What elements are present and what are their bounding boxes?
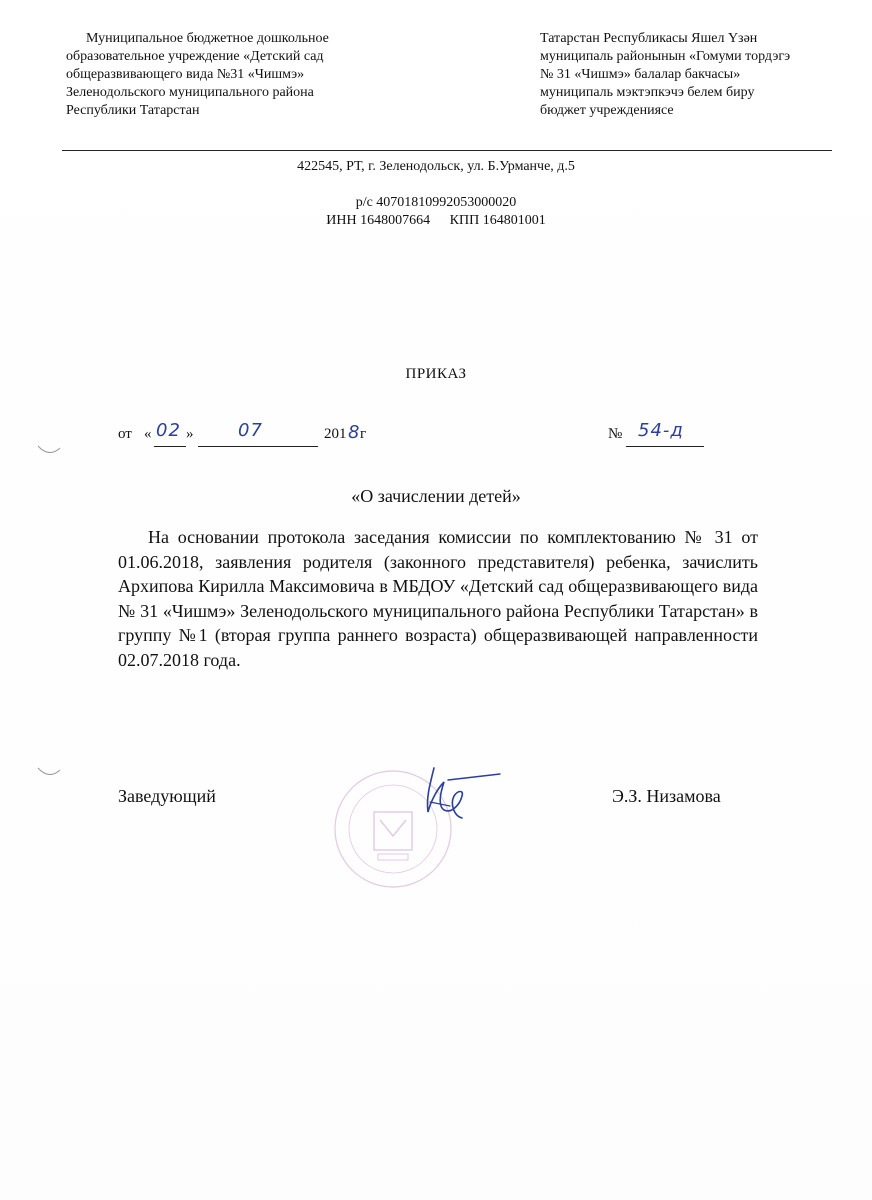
- header-right-organization: [540, 30, 840, 120]
- quote-close: »: [186, 426, 194, 442]
- tax-ids: [0, 212, 872, 230]
- bank-account: р/с 40701810992053000020: [355, 195, 517, 210]
- header-right-line: муниципаль районынын «Гомуми тордэгэ: [540, 49, 791, 64]
- year-prefix: 201: [324, 426, 347, 442]
- header-left-line: Республики Татарстан: [66, 103, 200, 118]
- header-left-organization: [66, 30, 396, 120]
- signatory-role: Заведующий: [118, 786, 216, 806]
- header-right-line: № 31 «Чишмэ» балалар бакчасы»: [540, 67, 741, 82]
- punch-hole-mark: [36, 444, 62, 458]
- header-left-line: образовательное учреждение «Детский сад: [66, 49, 324, 64]
- order-date-row: [118, 420, 738, 448]
- header-left-line: Муниципальное бюджетное дошкольное: [86, 31, 329, 46]
- header-right-line: бюджет учреждениясе: [540, 103, 674, 118]
- organization-address: 422545, РТ, г. Зеленодольск, ул. Б.Урманче, д.5: [297, 159, 575, 174]
- month-field: [198, 420, 318, 447]
- inn-number: ИНН 1648007664: [326, 213, 431, 228]
- number-field: [626, 420, 704, 447]
- order-body: На основании протокола заседания комиссии по комплектованию № 31 от 01.06.2018, заявления родителя (законного представителя) ребенка, зачислить Архипова Кирилла Максимовича в МБДОУ «Детский сад общеразвивающего вида № 31 «Чишмэ» Зеленодольского муниципального района Республики Татарстан» в группу №1 (вторая группа раннего возраста) общеразвивающей направленности 02.07.2018 года.: [118, 527, 758, 670]
- handwritten-day: 02: [156, 420, 181, 441]
- date-prefix: от: [118, 426, 132, 442]
- year-unit: г: [360, 426, 367, 442]
- signature-scribble: [410, 760, 510, 830]
- header-left-line: Зеленодольского муниципального района: [66, 85, 314, 100]
- punch-hole-mark: [36, 766, 62, 780]
- order-title: ПРИКАЗ: [405, 366, 467, 382]
- order-subject: «О зачислении детей»: [351, 486, 521, 506]
- number-label: №: [608, 426, 623, 442]
- handwritten-month: 07: [238, 420, 263, 441]
- bank-details: [0, 194, 872, 230]
- handwritten-year-digit: 8: [348, 422, 361, 443]
- header-left-line: общеразвивающего вида №31 «Чишмэ»: [66, 67, 305, 82]
- header-right-line: Татарстан Республикасы Яшел Үзән: [540, 31, 758, 46]
- header-right-line: муниципаль мэктэпкэчэ белем биру: [540, 85, 755, 100]
- signatory-name: Э.З. Низамова: [612, 786, 721, 806]
- day-field: [154, 420, 186, 447]
- quote-open: «: [144, 426, 152, 442]
- handwritten-number: 54-д: [638, 420, 684, 441]
- header-divider: [62, 150, 832, 151]
- kpp-number: КПП 164801001: [449, 213, 546, 228]
